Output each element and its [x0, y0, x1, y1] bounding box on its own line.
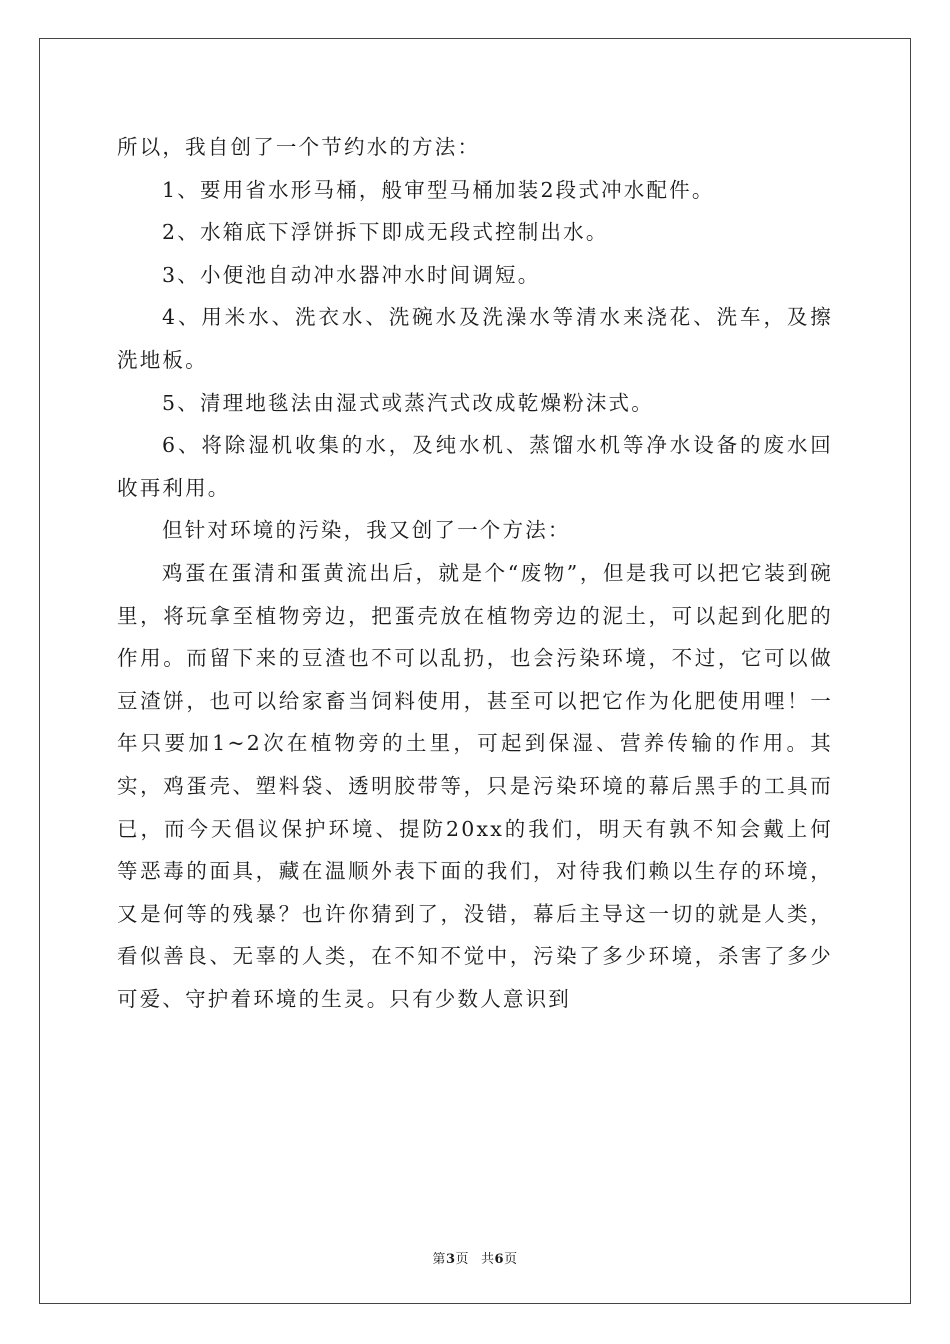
paragraph-item-3: 3、小便池自动冲水器冲水时间调短。 — [162, 262, 541, 287]
total-pages-number: 6 — [494, 1252, 505, 1267]
paragraph-intro: 所以，我自创了一个节约水的方法： — [117, 135, 481, 159]
paragraph-pollution-intro: 但针对环境的污染，我又创了一个方法： — [162, 518, 571, 543]
paragraph-item-2: 2、水箱底下浮饼拆下即成无段式控制出水。 — [162, 220, 609, 245]
current-page-number: 3 — [445, 1252, 456, 1267]
page-number-suffix: 页 — [455, 1252, 469, 1267]
total-pages-suffix: 页 — [504, 1252, 518, 1267]
paragraph-item-5: 5、清理地毯法由湿式或蒸汽式改成乾燥粉沫式。 — [162, 390, 654, 415]
paragraph-item-1: 1、要用省水形马桶，般审型马桶加装2段式冲水配件。 — [162, 177, 715, 202]
paragraph-egg-method: 鸡蛋在蛋清和蛋黄流出后，就是个“废物”，但是我可以把它装到碗里，将玩拿至植物旁边，把蛋壳放在植物旁边的泥土，可以起到化肥的作用。而留下来的豆渣也不可以乱扔，也会污染环境，不过，它可以做豆渣饼，也可以给家畜当饲料使用，甚至可以把它作为化肥使用哩！一年只要加1~2次在植物旁的土里，可起到保湿、营养传输的作用。其实，鸡蛋壳、塑料袋、透明胶带等，只是污染环境的幕后黑手的工具而已，而今天倡议保护环境、提防20xx的我们，明天有孰不知会戴上何等恶毒的面具，藏在温顺外表下面的我们，对待我们赖以生存的环境，又是何等的残暴？也许你猜到了，没错，幕后主导这一切的就是人类，看似善良、无辜的人类，在不知不觉中，污染了多少环境，杀害了多少可爱、守护着环境的生灵。只有少数人意识到 — [117, 560, 833, 1011]
total-pages-prefix: 共 — [481, 1252, 495, 1267]
document-body — [117, 126, 833, 1020]
page-footer — [0, 1248, 950, 1267]
paragraph-item-6: 6、将除湿机收集的水，及纯水机、蒸馏水机等净水设备的废水回收再利用。 — [117, 433, 833, 500]
paragraph-item-4: 4、用米水、洗衣水、洗碗水及洗澡水等清水来浇花、洗车，及擦洗地板。 — [117, 305, 833, 372]
page-number-prefix: 第 — [432, 1252, 446, 1267]
